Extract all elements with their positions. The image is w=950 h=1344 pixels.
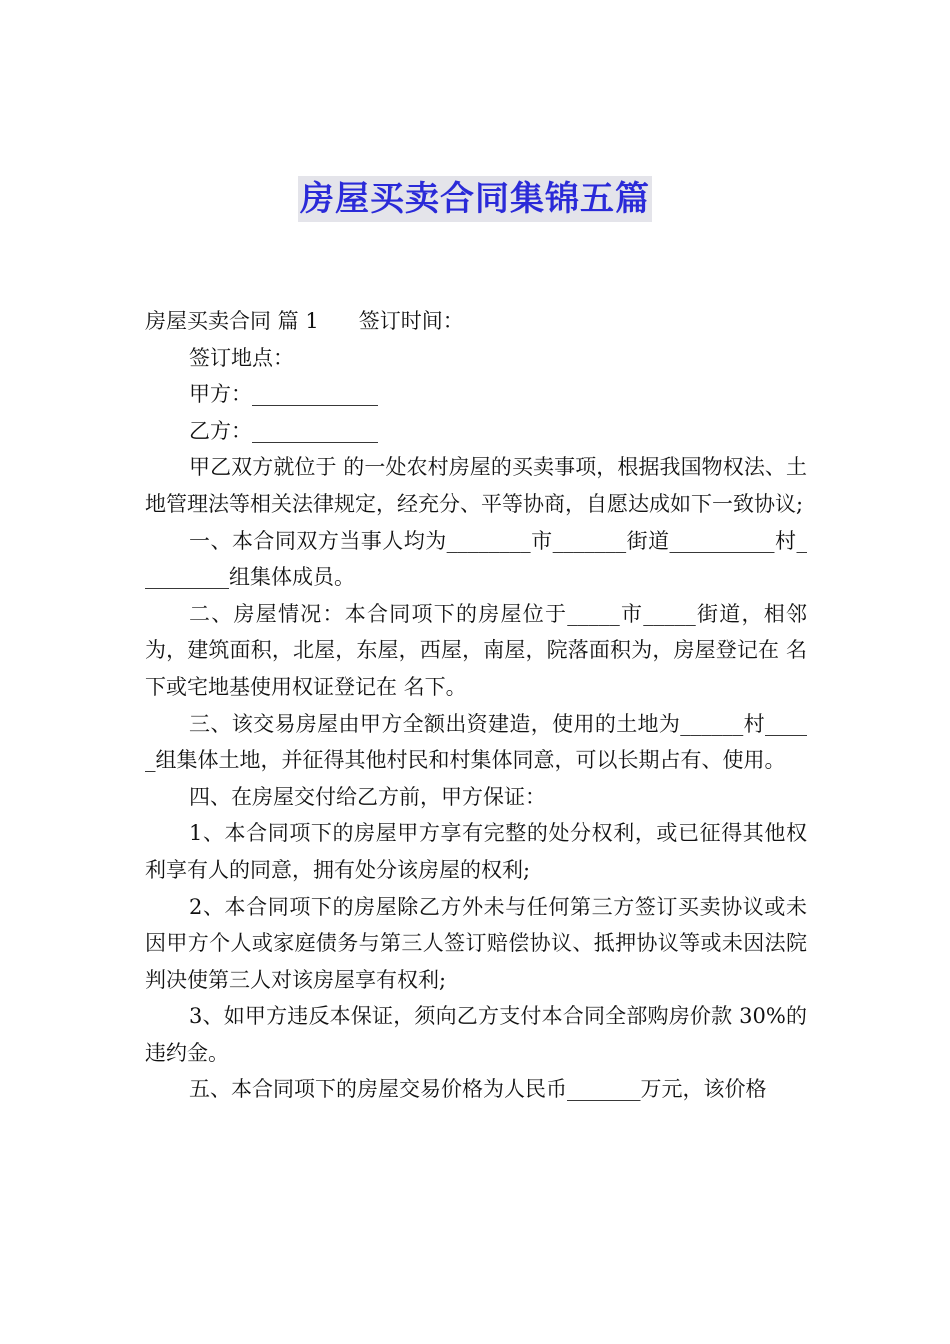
document-title-block (0, 176, 950, 222)
contract-clause-4-item-1: 1、本合同项下的房屋甲方享有完整的处分权利，或已征得其他权利享有人的同意，拥有处分该房屋的权利; (145, 821, 807, 882)
sign-place-label: 签订地点： (189, 345, 294, 370)
contract-clause-4-item-2: 2、本合同项下的房屋除乙方外未与任何第三方签订买卖协议或未因甲方个人或家庭债务与第三人签订赔偿协议、抵押协议等或未因法院判决使第三人对该房屋享有权利; (145, 894, 807, 992)
contract-heading-line (145, 303, 807, 340)
party-a-field: 甲方：____________ (189, 382, 378, 407)
contract-clause-2: 二、房屋情况：本合同项下的房屋位于_____市_____街道，相邻为，建筑面积，北屋，东屋，西屋，南屋，院落面积为，房屋登记在 名下或宅地基使用权证登记在 名下。 (145, 601, 807, 699)
contract-clause-4: 四、在房屋交付给乙方前，甲方保证： (189, 784, 546, 809)
document-title: 房屋买卖合同集锦五篇 (298, 176, 652, 222)
contract-heading: 房屋买卖合同 篇 1 (145, 309, 319, 333)
contract-clause-1: 一、本合同双方当事人均为________市_______街道__________村_________组集体成员。 (145, 528, 807, 590)
contract-clause-3: 三、该交易房屋由甲方全额出资建造，使用的土地为______村_____组集体土地，并征得其他村民和村集体同意，可以长期占有、使用。 (145, 711, 807, 773)
contract-clause-4-item-3: 3、如甲方违反本保证，须向乙方支付本合同全部购房价款 30%的违约金。 (145, 1004, 807, 1065)
party-b-field: 乙方：____________ (189, 418, 378, 443)
contract-clause-5: 五、本合同项下的房屋交易价格为人民币_______万元，该价格 (189, 1077, 767, 1102)
sign-time-label: 签订时间： (358, 309, 464, 333)
contract-paragraph-preamble: 甲乙双方就位于 的一处农村房屋的买卖事项，根据我国物权法、土地管理法等相关法律规定，经充分、平等协商，自愿达成如下一致协议; (145, 455, 807, 516)
contract-body (145, 303, 807, 1108)
